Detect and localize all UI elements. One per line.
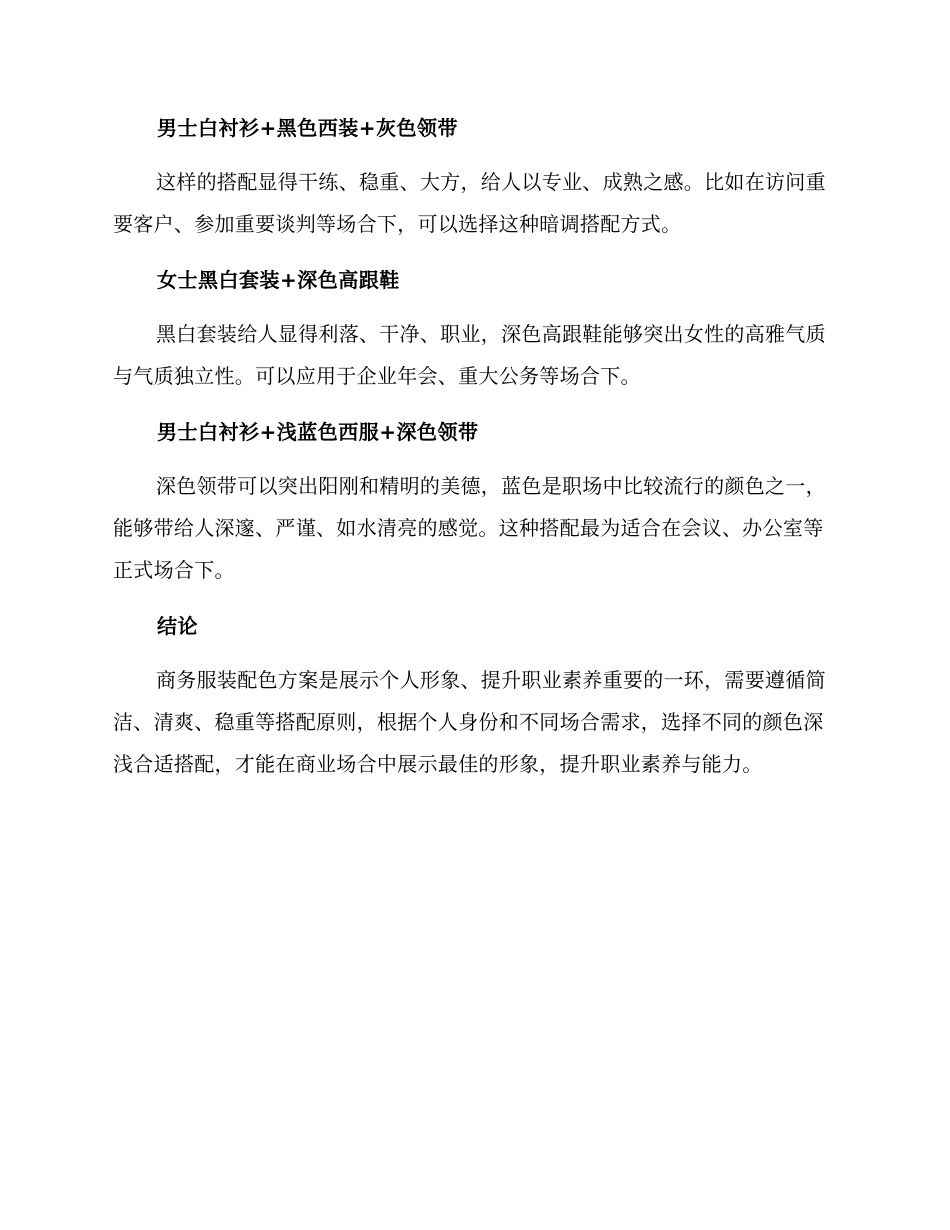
section-heading-men-black-suit: 男士白衬衫+黑色西装+灰色领带 bbox=[157, 116, 459, 140]
section-heading-men-light-blue-suit: 男士白衬衫+浅蓝色西服+深色领带 bbox=[157, 420, 479, 444]
section-paragraph-women-black-white: 黑白套装给人显得利落、干净、职业，深色高跟鞋能够突出女性的高雅气质与气质独立性。可以应用于企业年会、重大公务等场合下。 bbox=[113, 322, 826, 388]
section-heading-women-black-white: 女士黑白套装+深色高跟鞋 bbox=[157, 268, 400, 292]
section-paragraph-men-black-suit: 这样的搭配显得干练、稳重、大方，给人以专业、成熟之感。比如在访问重要客户、参加重要谈判等场合下，可以选择这种暗调搭配方式。 bbox=[113, 170, 826, 236]
section-paragraph-men-light-blue-suit: 深色领带可以突出阳刚和精明的美德，蓝色是职场中比较流行的颜色之一，能够带给人深邃、严谨、如水清亮的感觉。这种搭配最为适合在会议、办公室等正式场合下。 bbox=[113, 474, 826, 582]
section-paragraph-conclusion: 商务服装配色方案是展示个人形象、提升职业素养重要的一环，需要遵循简洁、清爽、稳重等搭配原则，根据个人身份和不同场合需求，选择不同的颜色深浅合适搭配，才能在商业场合中展示最佳的形象，提升职业素养与能力。 bbox=[113, 668, 826, 776]
section-heading-conclusion: 结论 bbox=[157, 614, 198, 638]
